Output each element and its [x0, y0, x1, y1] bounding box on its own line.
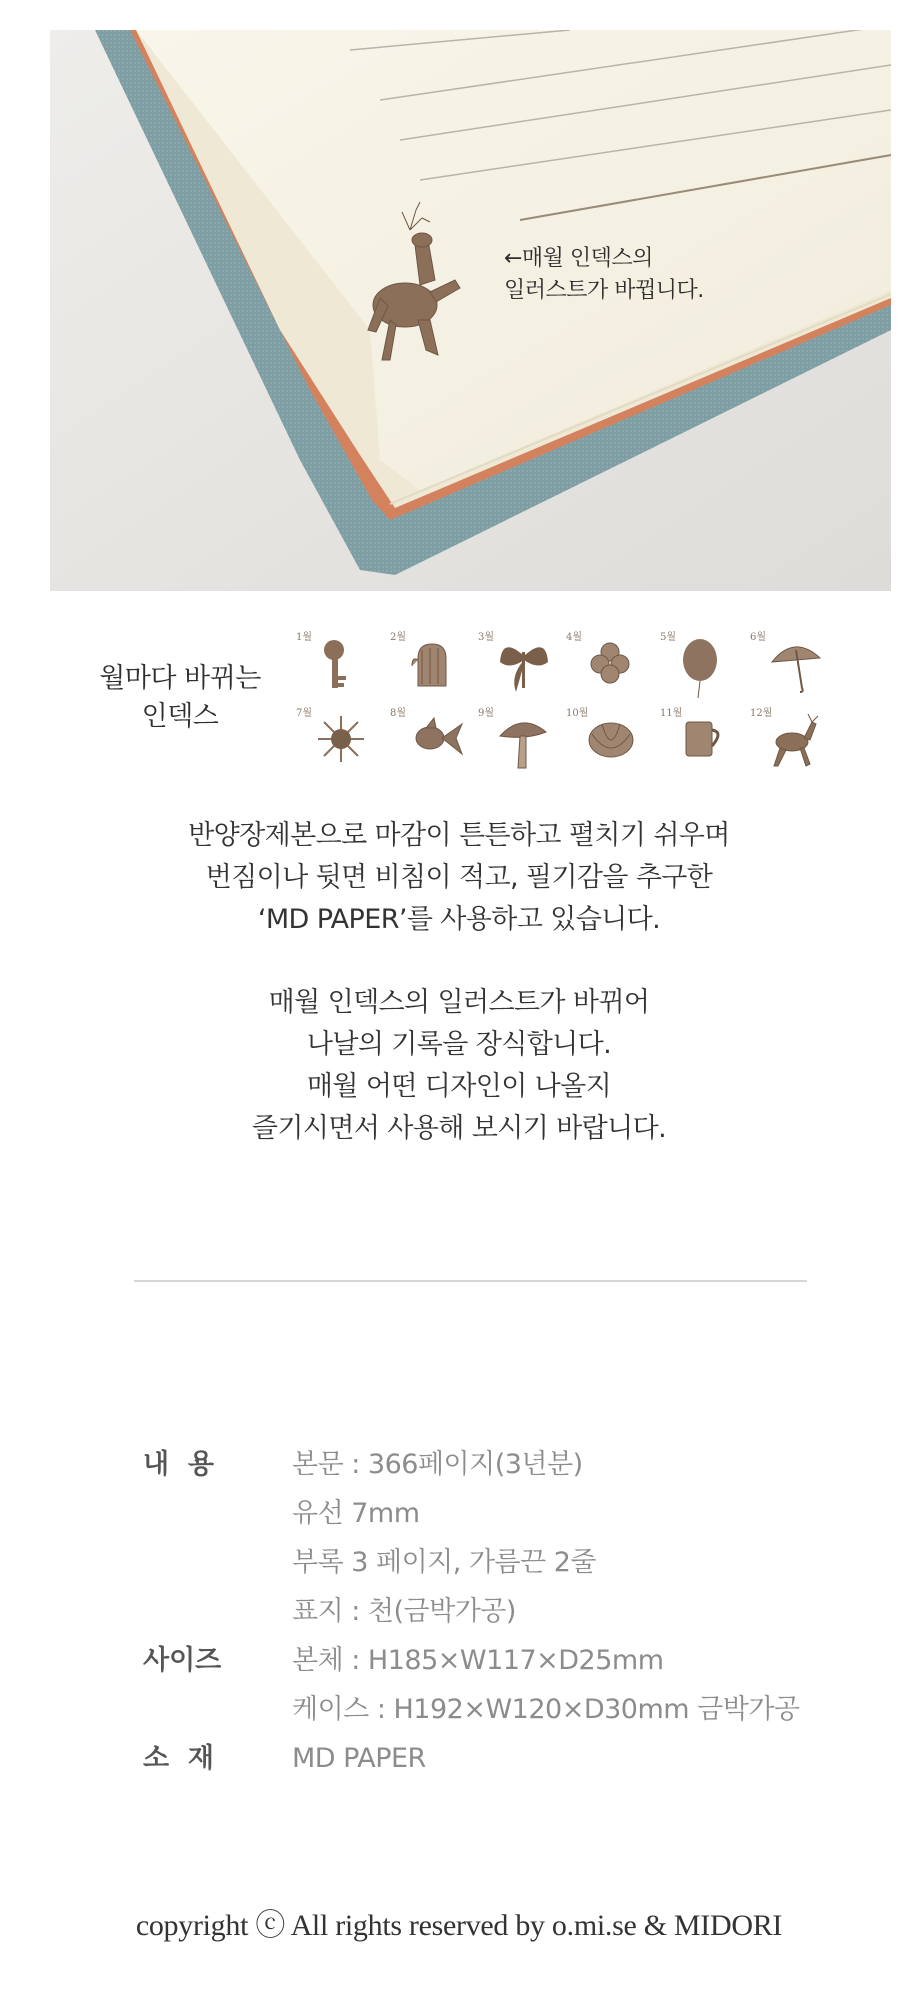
description-line: 나날의 기록을 장식합니다.: [306, 1029, 612, 1060]
spec-value: 표지 : 천(금박가공): [292, 1596, 516, 1627]
month-label: 9월: [478, 708, 495, 719]
hero-caption-line1: ←매월 인덱스의: [504, 246, 653, 271]
month-item-7: [296, 704, 386, 778]
index-label-line1: 월마다 바뀌는: [99, 663, 261, 694]
month-label: 12월: [750, 708, 773, 719]
index-label-line2: 인덱스: [141, 701, 219, 732]
month-item-12: [750, 704, 840, 778]
sunflower-icon: [314, 712, 368, 766]
month-label: 3월: [478, 632, 495, 643]
notebook-illustration: [50, 30, 891, 591]
balloon-icon: [678, 636, 726, 700]
spec-value: 유선 7mm: [292, 1498, 420, 1529]
mushroom-icon: [496, 712, 550, 772]
index-label: [95, 660, 265, 736]
key-icon: [314, 636, 362, 694]
mug-icon: [678, 712, 728, 764]
hero-caption-line2: 일러스트가 바뀝니다.: [504, 278, 704, 303]
spec-row-material: [0, 1734, 918, 1783]
spec-row-size: [0, 1636, 918, 1685]
month-label: 7월: [296, 708, 313, 719]
copyright-text: copyright ⓒ All rights reserved by o.mi.se & MIDORI: [135, 1909, 783, 1942]
spec-value: 본문 : 366페이지(3년분): [292, 1449, 583, 1480]
spec-row-content: [0, 1440, 918, 1489]
month-label: 4월: [566, 632, 583, 643]
month-label: 8월: [390, 708, 407, 719]
spec-value: 부록 3 페이지, 가름끈 2줄: [292, 1547, 597, 1578]
spec-row: [0, 1538, 918, 1587]
month-label: 11월: [660, 708, 683, 719]
month-item-8: [390, 704, 480, 778]
month-label: 6월: [750, 632, 767, 643]
monthly-index-section: [0, 620, 918, 770]
product-photo: [50, 30, 891, 591]
month-item-1: [296, 628, 386, 702]
section-divider: [134, 1280, 807, 1282]
month-item-6: [750, 628, 840, 702]
month-item-5: [660, 628, 750, 702]
hero-caption: [504, 243, 704, 307]
spec-label-material: 소 재: [143, 1743, 214, 1774]
mitten-icon: [408, 636, 456, 694]
description-line: 즐기시면서 사용해 보시기 바랍니다.: [251, 1113, 667, 1144]
clover-icon: [584, 636, 636, 690]
spec-value: MD PAPER: [292, 1743, 426, 1774]
month-item-11: [660, 704, 750, 778]
description-line: 매월 인덱스의 일러스트가 바뀌어: [268, 987, 650, 1018]
month-item-10: [566, 704, 656, 778]
deer-icon: [768, 712, 824, 770]
spec-row: [0, 1489, 918, 1538]
description-line: 매월 어떤 디자인이 나올지: [306, 1071, 612, 1102]
month-item-9: [478, 704, 568, 778]
butterfly-icon: [496, 636, 552, 696]
month-label: 2월: [390, 632, 407, 643]
description-paragraph-2: [0, 982, 918, 1150]
month-item-2: [390, 628, 480, 702]
description-line: ‘MD PAPER’를 사용하고 있습니다.: [257, 904, 661, 935]
description-line: 번짐이나 뒷면 비침이 적고, 필기감을 추구한: [205, 862, 713, 893]
goldfish-icon: [408, 712, 468, 762]
spec-value: 본체 : H185×W117×D25mm: [292, 1645, 664, 1676]
description-paragraph-1: [0, 815, 918, 941]
pumpkin-icon: [584, 712, 638, 762]
month-item-4: [566, 628, 656, 702]
month-item-3: [478, 628, 568, 702]
spec-label-content: 내 용: [143, 1449, 214, 1480]
description-line: 반양장제본으로 마감이 튼튼하고 펼치기 쉬우며: [188, 820, 730, 851]
spec-label-size: 사이즈: [143, 1645, 222, 1676]
month-label: 1월: [296, 632, 313, 643]
spec-value: 케이스 : H192×W120×D30mm 금박가공: [292, 1694, 800, 1725]
spec-row: [0, 1685, 918, 1734]
spec-row: [0, 1587, 918, 1636]
umbrella-icon: [768, 636, 824, 694]
month-label: 10월: [566, 708, 589, 719]
month-label: 5월: [660, 632, 677, 643]
